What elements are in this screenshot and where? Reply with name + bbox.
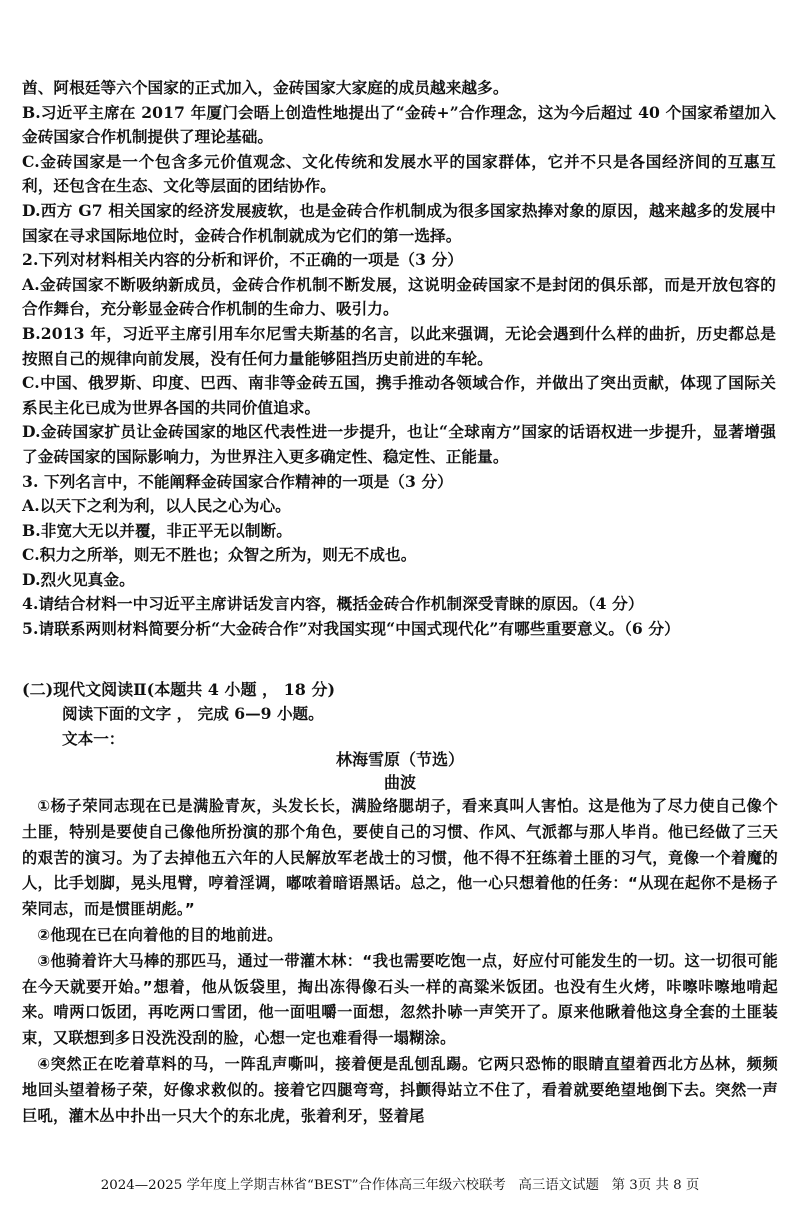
story-paragraph: ②他现在已在向着他的目的地前进。 <box>37 925 283 944</box>
footer-subject: 高三语文试题 <box>518 1178 599 1193</box>
option-d: D.西方 G7 相关国家的经济发展疲软，也是金砖合作机制成为很多国家热捧对象的原因，越来越多的发展中国家在寻求国际地位时，金砖合作机制就成为它们的第一选择。 <box>22 200 776 245</box>
story-text <box>22 794 778 1129</box>
question-5: 5.请联系两则材料简要分析“大金砖合作”对我国实现“中国式现代化”有哪些重要意义。（6 分） <box>22 619 680 639</box>
q2-option-c: C.中国、俄罗斯、印度、巴西、南非等金砖五国，携手推动各领域合作，并做出了突出贡献，体现了国际关系民主化已成为世界各国的共同价值追求。 <box>22 373 776 417</box>
excerpt-author: 曲波 <box>383 773 416 792</box>
footer-exam-name: 2024—2025 学年度上学期吉林省“BEST”合作体高三年级六校联考 <box>100 1178 506 1193</box>
option-b: B.习近平主席在 2017 年厦门会晤上创造性地提出了“金砖+”合作理念，这为今后超过 40 个国家希望加入金砖国家合作机制提供了理论基础。 <box>22 102 776 147</box>
story-paragraph: ④突然正在吃着草料的马，一阵乱声嘶叫，接着便是乱刨乱踢。它两只恐怖的眼睛直望着西北方丛林，频频地回头望着杨子荣，好像求救似的。接着它四腿弯弯，抖颤得站立不住了，看着就要绝望地倒下去。突然一声巨吼，灌木丛中扑出一只大个的东北虎，张着利牙，竖着尾 <box>22 1054 778 1125</box>
q2-option-a: A.金砖国家不断吸纳新成员，金砖合作机制不断发展，这说明金砖国家不是封闭的俱乐部，而是开放包容的合作舞台，充分彰显金砖合作机制的生命力、吸引力。 <box>22 274 776 319</box>
story-paragraph: ①杨子荣同志现在已是满脸青灰，头发长长，满脸络腮胡子，看来真叫人害怕。这是他为了尽力使自己像个土匪，特别是要使自己像他所扮演的那个角色，要使自己的习惯、作风、气派都与那人毕肖。他已经做了三天的艰苦的演习。为了去掉他五六年的人民解放军老战士的习惯，他不得不狂练着土匪的习气，竟像一个着魔的人，比手划脚，晃头甩臂，哼着淫调，嘟哝着暗语黑话。总之，他一心只想着他的任务：“从现在起你不是杨子荣同志，而是惯匪胡彪。” <box>22 797 778 919</box>
q3-option-b: B.非宽大无以并覆，非正平无以制断。 <box>22 520 292 540</box>
q3-option-c: C.积力之所举，则无不胜也；众智之所为，则无不成也。 <box>22 545 417 565</box>
q3-option-a: A.以天下之利为利，以人民之心为心。 <box>22 496 291 516</box>
section-title: (二)现代文阅读Ⅱ(本题共 4 小题 ， 18 分) <box>22 680 336 699</box>
text-label: 文本一： <box>62 729 125 748</box>
questions-section <box>22 76 776 642</box>
option-c: C.金砖国家是一个包含多元价值观念、文化传统和发展水平的国家群体，它并不只是各国经济间的互惠互利，还包含在生态、文化等层面的团结协作。 <box>22 151 776 196</box>
q3-option-d: D.烈火见真金。 <box>22 569 135 589</box>
reading-instruction: 阅读下面的文字 ， 完成 6—9 小题。 <box>62 704 324 723</box>
page-footer <box>0 1177 800 1195</box>
paragraph: 酋、阿根廷等六个国家的正式加入，金砖国家大家庭的成员越来越多。 <box>22 78 509 97</box>
footer-page-number: 第 3页 共 8 页 <box>611 1178 700 1193</box>
question-4: 4.请结合材料一中习近平主席讲话发言内容，概括金砖合作机制深受青睐的原因。（4 分） <box>22 594 644 614</box>
q2-option-d: D.金砖国家扩员让金砖国家的地区代表性进一步提升，也让“全球南方”国家的话语权进一步提升，显著增强了金砖国家的国际影响力，为世界注入更多确定性、稳定性、正能量。 <box>22 422 776 466</box>
question-2: 2.下列对材料相关内容的分析和评价，不正确的一项是（3 分） <box>22 250 463 270</box>
question-3: 3. 下列名言中，不能阐释金砖国家合作精神的一项是（3 分） <box>22 471 453 491</box>
excerpt-title: 林海雪原（节选） <box>335 750 464 769</box>
q2-option-b: B.2013 年，习近平主席引用车尔尼雪夫斯基的名言，以此来强调，无论会遇到什么样的曲折，历史都总是按照自己的规律向前发展，没有任何力量能够阻挡历史前进的车轮。 <box>22 323 776 368</box>
story-paragraph: ③他骑着许大马棒的那匹马，通过一带灌木林：“我也需要吃饱一点，好应付可能发生的一切。这一切很可能在今天就要开始。”想着，他从饭袋里，掏出冻得像石头一样的高粱米饭团。也没有生火烤，咔嚓咔嚓地啃起来。啃两口饭团，再吃两口雪团，他一面咀嚼一面想，忽然扑哧一声笑开了。原来他瞅着他这身全套的土匪装束，又联想到多日没洗没刮的脸，心想一定也难看得一塌糊涂。 <box>22 951 778 1048</box>
